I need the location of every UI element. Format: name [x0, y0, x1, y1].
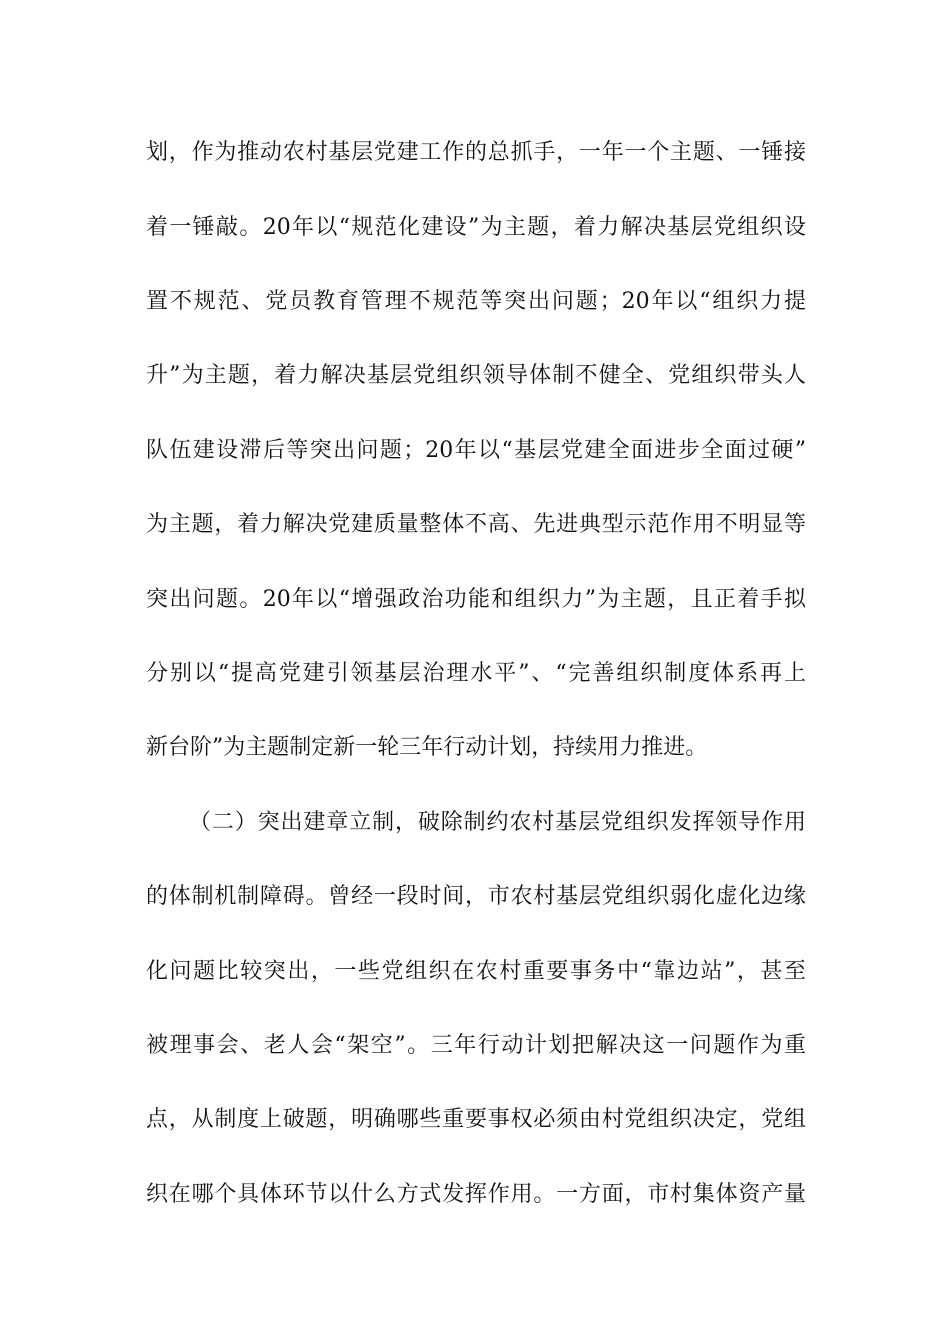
section-heading-line: （二）突出建章立制，破除制约农村基层党组织发挥领导作用: [189, 810, 806, 835]
paragraph-line: 突出问题。20年以“增强政治功能和组织力”为主题，且正着手拟: [146, 587, 806, 612]
paragraph-line: 置不规范、党员教育管理不规范等突出问题；20年以“组织力提: [146, 289, 806, 314]
paragraph-line: 分别以“提高党建引领基层治理水平”、“完善组织制度体系再上: [146, 661, 806, 686]
paragraph-line: 织在哪个具体环节以什么方式发挥作用。一方面，市村集体资产量: [146, 1182, 806, 1207]
paragraph-line: 着一锤敲。20年以“规范化建设”为主题，着力解决基层党组织设: [146, 215, 806, 240]
paragraph-line: 队伍建设滞后等突出问题；20年以“基层党建全面进步全面过硬”: [146, 438, 806, 463]
paragraph-line: 新台阶”为主题制定新一轮三年行动计划，持续用力推进。: [146, 735, 708, 760]
paragraph-line: 被理事会、老人会“架空”。三年行动计划把解决这一问题作为重: [146, 1033, 806, 1058]
paragraph-line: 升”为主题，着力解决基层党组织领导体制不健全、党组织带头人: [146, 363, 806, 388]
paragraph-line: 化问题比较突出，一些党组织在农村重要事务中“靠边站”，甚至: [146, 959, 806, 984]
paragraph-line: 点，从制度上破题，明确哪些重要事权必须由村党组织决定，党组: [146, 1107, 806, 1132]
paragraph-line: 划，作为推动农村基层党建工作的总抓手，一年一个主题、一锤接: [146, 140, 806, 165]
paragraph-line: 的体制机制障碍。曾经一段时间，市农村基层党组织弱化虚化边缘: [146, 884, 806, 909]
paragraph-line: 为主题，着力解决党建质量整体不高、先进典型示范作用不明显等: [146, 512, 806, 537]
